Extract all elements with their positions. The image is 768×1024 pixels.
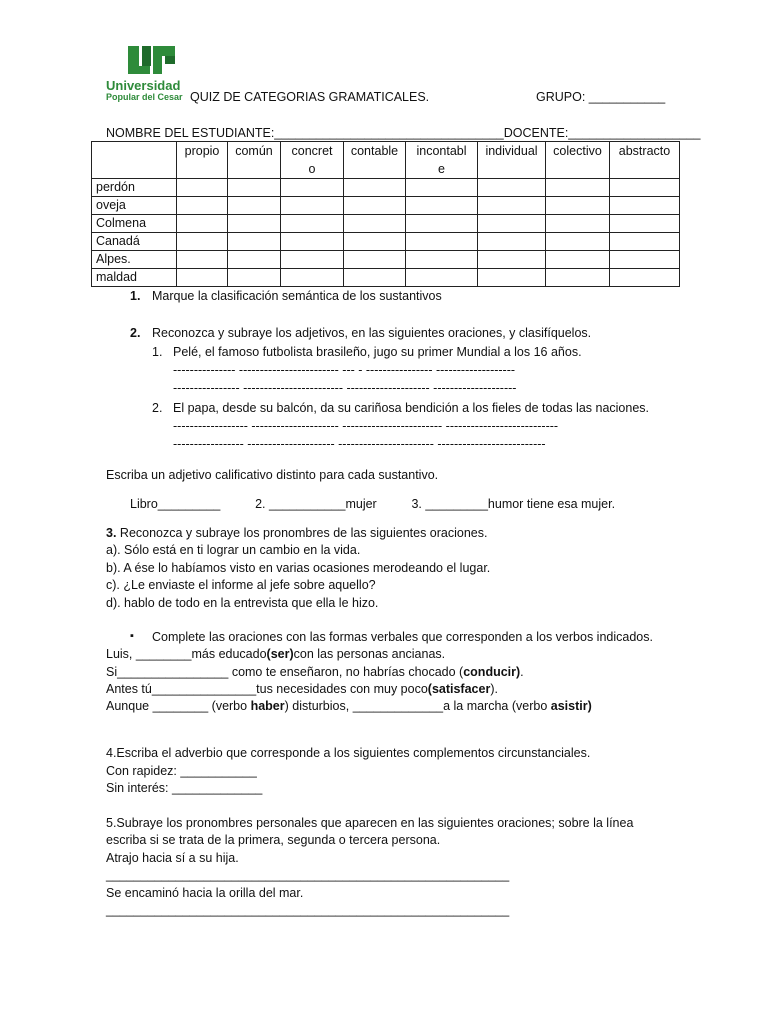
q2-s1-blanks-1: --------------- ------------------------ --- - ---------------- ------------------- [173, 363, 516, 377]
answer-cell[interactable] [406, 197, 478, 215]
q4-line-2: Sin interés: _____________ [106, 781, 263, 795]
column-header: contable [344, 142, 406, 179]
column-header: común [228, 142, 281, 179]
verbs-line-2-verb: conducir) [463, 665, 521, 679]
q2-text: Reconozca y subraye los adjetivos, en las siguientes oraciones, y clasifíquelos. [152, 326, 592, 340]
row-label: Colmena [92, 215, 177, 233]
answer-cell[interactable] [546, 269, 610, 287]
verbs-line-4-a: Aunque ________ (verbo [106, 699, 251, 713]
answer-cell[interactable] [281, 269, 344, 287]
q5-sentence-2: Se encaminó hacia la orilla del mar. [106, 886, 304, 900]
answer-cell[interactable] [546, 251, 610, 269]
group-field: GRUPO: ___________ [536, 90, 666, 104]
q4-line-1: Con rapidez: ___________ [106, 764, 257, 778]
answer-cell[interactable] [344, 215, 406, 233]
q3-text: Reconozca y subraye los pronombres de las siguientes oraciones. [116, 526, 488, 540]
column-header: incontabl e [406, 142, 478, 179]
answer-cell[interactable] [406, 251, 478, 269]
university-logo [106, 44, 198, 102]
q2-number: 2. [130, 326, 141, 340]
answer-cell[interactable] [281, 233, 344, 251]
answer-cell[interactable] [478, 233, 546, 251]
verbs-line-1-c: con las personas ancianas. [293, 647, 446, 661]
row-label: oveja [92, 197, 177, 215]
table-row [92, 233, 680, 251]
verbs-line-1-verb: (ser) [266, 647, 294, 661]
table-body [92, 179, 680, 287]
q5-text-1: 5.Subraye los pronombres personales que aparecen en las siguientes oraciones; sobre la línea [106, 816, 634, 830]
q3-item-d: d). hablo de todo en la entrevista que ella le hizo. [106, 596, 379, 610]
adjective-instruction: Escriba un adjetivo calificativo distinto para cada sustantivo. [106, 468, 439, 482]
table-row [92, 179, 680, 197]
verbs-line-3 [106, 681, 498, 697]
answer-cell[interactable] [281, 179, 344, 197]
answer-cell[interactable] [228, 197, 281, 215]
logo-line-2: Popular del Cesar [106, 92, 183, 102]
row-label: Canadá [92, 233, 177, 251]
answer-cell[interactable] [610, 215, 680, 233]
q2-s1-number: 1. [152, 345, 163, 359]
answer-cell[interactable] [228, 251, 281, 269]
verbs-line-2-c: . [520, 665, 524, 679]
table-row [92, 197, 680, 215]
q2-sentence-1: Pelé, el famoso futbolista brasileño, jugo su primer Mundial a los 16 años. [173, 345, 582, 359]
answer-cell[interactable] [546, 179, 610, 197]
answer-cell[interactable] [610, 233, 680, 251]
verbs-line-2-a: Si________________ como te enseñaron, no habrías chocado ( [106, 665, 464, 679]
q2-s2-blanks-2: ----------------- --------------------- ----------------------- -------------------------- [173, 437, 546, 451]
classification-table [91, 141, 680, 287]
answer-cell[interactable] [177, 251, 228, 269]
bullet-icon: ▪ [130, 630, 134, 642]
row-label: Alpes. [92, 251, 177, 269]
answer-cell[interactable] [228, 233, 281, 251]
q2-s2-number: 2. [152, 401, 163, 415]
answer-cell[interactable] [478, 215, 546, 233]
adjective-items: Libro_________ 2. ___________mujer 3. _________humor tiene esa mujer. [130, 497, 616, 511]
logo-emblem-icon [106, 44, 198, 80]
answer-cell[interactable] [177, 233, 228, 251]
verbs-line-4-verb-1: haber [250, 699, 285, 713]
answer-cell[interactable] [406, 233, 478, 251]
answer-cell[interactable] [281, 197, 344, 215]
answer-cell[interactable] [610, 197, 680, 215]
answer-cell[interactable] [228, 215, 281, 233]
answer-cell[interactable] [478, 251, 546, 269]
answer-cell[interactable] [478, 197, 546, 215]
verbs-line-3-verb: (satisfacer [427, 682, 491, 696]
answer-cell[interactable] [406, 215, 478, 233]
answer-cell[interactable] [344, 197, 406, 215]
answer-cell[interactable] [610, 251, 680, 269]
answer-cell[interactable] [228, 269, 281, 287]
table-row [92, 215, 680, 233]
column-header: colectivo [546, 142, 610, 179]
quiz-title: QUIZ DE CATEGORIAS GRAMATICALES. [190, 90, 430, 104]
answer-cell[interactable] [344, 179, 406, 197]
verbs-line-4 [106, 698, 592, 714]
answer-cell[interactable] [610, 179, 680, 197]
table-header-row [92, 142, 680, 179]
verbs-line-3-a: Antes tú_______________tus necesidades con muy poco [106, 682, 428, 696]
logo-line-1: Universidad [106, 78, 181, 93]
q5-answer-line-2: __________________________________________________________ [106, 903, 510, 917]
answer-cell[interactable] [546, 215, 610, 233]
table-row [92, 269, 680, 287]
answer-cell[interactable] [406, 269, 478, 287]
answer-cell[interactable] [228, 179, 281, 197]
column-header: propio [177, 142, 228, 179]
answer-cell[interactable] [344, 269, 406, 287]
row-label: perdón [92, 179, 177, 197]
q4-text: 4.Escriba el adverbio que corresponde a los siguientes complementos circunstanciales. [106, 746, 591, 760]
answer-cell[interactable] [478, 269, 546, 287]
verbs-line-1-a: Luis, ________más educado [106, 647, 267, 661]
q3-item-c: c). ¿Le enviaste el informe al jefe sobre aquello? [106, 578, 376, 592]
answer-cell[interactable] [177, 197, 228, 215]
student-teacher-line: NOMBRE DEL ESTUDIANTE:_________________________________DOCENTE:___________________ [106, 126, 701, 140]
verbs-line-2 [106, 664, 524, 680]
column-header: abstracto [610, 142, 680, 179]
verbs-line-4-verb-2: asistir) [550, 699, 592, 713]
q5-sentence-1: Atrajo hacia sí a su hija. [106, 851, 239, 865]
q2-s2-blanks-1: ------------------ --------------------- ------------------------ --------------------------- [173, 419, 559, 433]
q5-answer-line-1: __________________________________________________________ [106, 868, 510, 882]
q2-s1-blanks-2: ---------------- ------------------------ -------------------- -------------------- [173, 381, 517, 395]
q3-header [106, 525, 487, 541]
answer-cell[interactable] [546, 233, 610, 251]
answer-cell[interactable] [177, 269, 228, 287]
answer-cell[interactable] [177, 179, 228, 197]
verbs-line-3-c: ). [490, 682, 498, 696]
answer-cell[interactable] [344, 233, 406, 251]
column-header [92, 142, 177, 179]
verbs-line-1 [106, 646, 445, 662]
q5-text-2: escriba si se trata de la primera, segunda o tercera persona. [106, 833, 441, 847]
answer-cell[interactable] [177, 215, 228, 233]
answer-cell[interactable] [546, 197, 610, 215]
answer-cell[interactable] [344, 251, 406, 269]
column-header: individual [478, 142, 546, 179]
q2-sentence-2: El papa, desde su balcón, da su cariñosa bendición a los fieles de todas las naciones. [173, 401, 650, 415]
answer-cell[interactable] [281, 215, 344, 233]
answer-cell[interactable] [478, 179, 546, 197]
q3-item-b: b). A ése lo habíamos visto en varias ocasiones merodeando el lugar. [106, 561, 491, 575]
answer-cell[interactable] [610, 269, 680, 287]
q1-number: 1. [130, 289, 141, 303]
q3-number: 3. [106, 526, 117, 540]
column-header: concret o [281, 142, 344, 179]
answer-cell[interactable] [406, 179, 478, 197]
row-label: maldad [92, 269, 177, 287]
answer-cell[interactable] [281, 251, 344, 269]
verbs-line-4-c: ) disturbios, _____________a la marcha (verbo [284, 699, 551, 713]
q3-item-a: a). Sólo está en ti lograr un cambio en la vida. [106, 543, 361, 557]
table-row [92, 251, 680, 269]
q1-text: Marque la clasificación semántica de los sustantivos [152, 289, 442, 303]
verbs-instruction: Complete las oraciones con las formas verbales que corresponden a los verbos indicados. [152, 630, 653, 644]
